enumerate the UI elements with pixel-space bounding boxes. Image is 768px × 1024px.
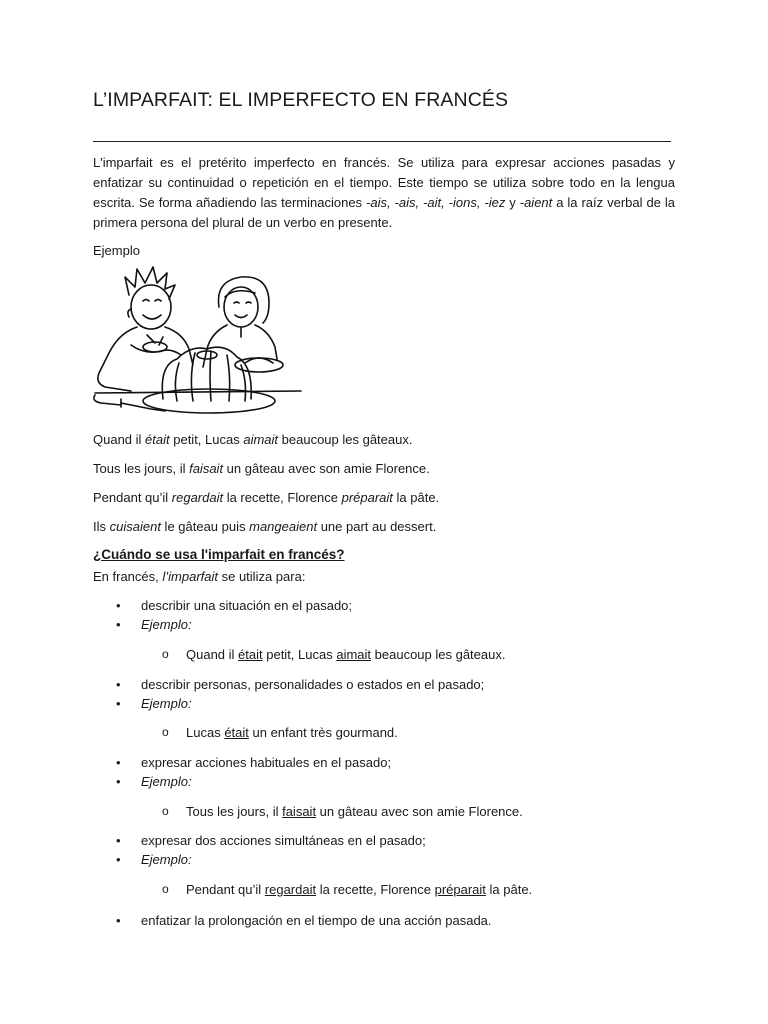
- example-sentence: Tous les jours, il faisait un gâteau avec son amie Florence.: [93, 461, 430, 476]
- sub-list-item: o Quand il était petit, Lucas aimait beaucoup les gâteaux.: [162, 647, 506, 662]
- list-item: • expresar dos acciones simultáneas en el pasado;: [116, 833, 426, 848]
- example-sentence: Pendant qu’il regardait la recette, Florence préparait la pâte.: [93, 490, 440, 505]
- title-divider: [93, 141, 671, 142]
- bullet-icon: •: [116, 852, 121, 867]
- example-sentence: Ils cuisaient le gâteau puis mangeaient une part au dessert.: [93, 519, 437, 534]
- circle-bullet-icon: o: [162, 804, 169, 818]
- list-item: • Ejemplo:: [116, 852, 192, 867]
- circle-bullet-icon: o: [162, 647, 169, 661]
- bullet-icon: •: [116, 774, 121, 789]
- intro-conjunction: y: [505, 195, 520, 210]
- bullet-icon: •: [116, 617, 121, 632]
- intro-ending-last: -aient: [519, 195, 553, 210]
- sub-list-item: o Lucas était un enfant très gourmand.: [162, 725, 398, 740]
- usage-heading: ¿Cuándo se usa l'imparfait en francés?: [93, 547, 345, 562]
- sub-list-item: o Tous les jours, il faisait un gâteau avec son amie Florence.: [162, 804, 523, 819]
- example-label: Ejemplo: [93, 243, 140, 258]
- intro-text-1: L'imparfait es el pretérito imperfecto en francés. Se utiliza para expresar acciones pasadas y enfatizar su continuidad o repetición en el tiempo. Este tiempo se utiliza sobre todo en la lengua escrita. Se forma añadiendo las terminaciones: [93, 155, 675, 210]
- example-sentence: Quand il était petit, Lucas aimait beaucoup les gâteaux.: [93, 432, 413, 447]
- list-item: • expresar acciones habituales en el pasado;: [116, 755, 392, 770]
- bullet-icon: •: [116, 755, 121, 770]
- list-item: • Ejemplo:: [116, 617, 192, 632]
- list-item: • describir personas, personalidades o estados en el pasado;: [116, 677, 485, 692]
- usage-intro: En francés, l’imparfait se utiliza para:: [93, 569, 306, 584]
- intro-paragraph: [93, 153, 675, 233]
- bullet-icon: •: [116, 677, 121, 692]
- bullet-icon: •: [116, 833, 121, 848]
- bullet-icon: •: [116, 598, 121, 613]
- sub-list-item: o Pendant qu’il regardait la recette, Florence préparait la pâte.: [162, 882, 533, 897]
- children-baking-cake-illustration: [91, 265, 305, 423]
- intro-text-2: a la raíz verbal de la primera persona del plural de un verbo en presente.: [93, 195, 675, 230]
- page-title: L’IMPARFAIT: EL IMPERFECTO EN FRANCÉS: [93, 89, 509, 111]
- bullet-icon: •: [116, 913, 121, 928]
- list-item: • Ejemplo:: [116, 774, 192, 789]
- circle-bullet-icon: o: [162, 725, 169, 739]
- list-item: • enfatizar la prolongación en el tiempo de una acción pasada.: [116, 913, 492, 928]
- list-item: • describir una situación en el pasado;: [116, 598, 353, 613]
- circle-bullet-icon: o: [162, 882, 169, 896]
- intro-endings: -ais, -ais, -ait, -ions, -iez: [366, 195, 506, 210]
- bullet-icon: •: [116, 696, 121, 711]
- list-item: • Ejemplo:: [116, 696, 192, 711]
